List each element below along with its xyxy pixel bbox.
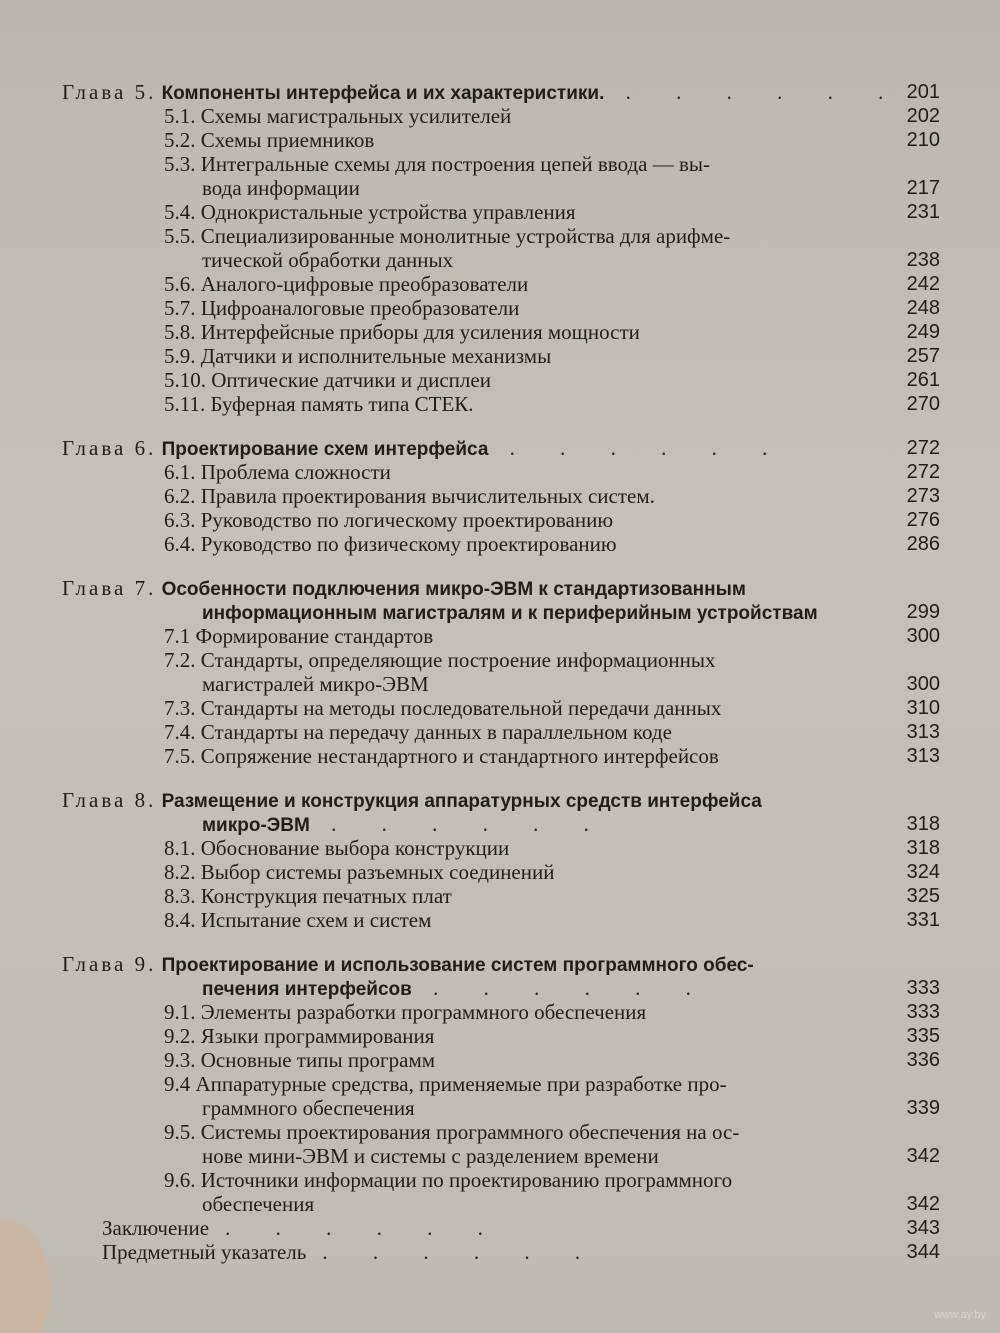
dot-leader: . . . . . .: [331, 812, 609, 836]
page-number: 342: [906, 1145, 940, 1167]
entry-title: 8.2. Выбор системы разъемных соединений: [164, 860, 555, 884]
entry-title: 6.4. Руководство по физическому проектированию: [164, 532, 617, 556]
entry-title: 7.5. Сопряжение нестандартного и стандартного интерфейсов: [164, 744, 719, 768]
entry-title: обеспечения: [202, 1192, 315, 1216]
page-number: 333: [906, 977, 940, 999]
entry-title: 5.2. Схемы приемников: [164, 128, 375, 152]
toc-entry-continuation: [62, 672, 962, 696]
page-number: 248: [906, 297, 940, 319]
toc-entry: [62, 696, 962, 720]
chapter-title: Проектирование схем интерфейса: [161, 439, 489, 460]
toc-entry-index: [62, 1240, 962, 1264]
entry-title: 6.3. Руководство по логическому проектированию: [164, 508, 614, 532]
toc-entry: [62, 1120, 962, 1144]
page-number: 313: [906, 745, 940, 767]
entry-title: 8.3. Конструкция печатных плат: [164, 884, 452, 908]
page-number: 333: [906, 1001, 940, 1023]
toc-entry: [62, 104, 962, 128]
toc-entry: [62, 624, 962, 648]
page-number: 201: [906, 81, 940, 103]
page-number: 344: [906, 1241, 940, 1263]
chapter-6: [62, 436, 962, 556]
chapter-title: микро-ЭВМ: [202, 815, 310, 836]
entry-title: 6.2. Правила проектирования вычислительных систем.: [164, 484, 655, 508]
toc-entry: [62, 744, 962, 768]
entry-title: нове мини-ЭВМ и системы с разделением времени: [202, 1144, 659, 1168]
entry-title: 7.4. Стандарты на передачу данных в параллельном коде: [164, 720, 672, 744]
entry-title: 5.8. Интерфейсные приборы для усиления мощности: [164, 320, 640, 344]
chapter-heading: [62, 952, 962, 976]
page-number: 300: [906, 625, 940, 647]
page-number: 272: [906, 437, 940, 459]
entry-title: 9.5. Системы проектирования программного обеспечения на ос-: [164, 1120, 740, 1144]
page-number: 231: [906, 201, 940, 223]
chapter-heading: [62, 576, 962, 600]
page-number: 310: [906, 697, 940, 719]
page-number: 257: [906, 345, 940, 367]
entry-title: 5.5. Специализированные монолитные устройства для арифме-: [164, 224, 731, 248]
toc-entry: [62, 648, 962, 672]
entry-title: граммного обеспечения: [202, 1096, 415, 1120]
watermark: www.ay.by: [934, 1309, 986, 1321]
toc-entry: [62, 128, 962, 152]
chapter-heading: [62, 80, 962, 104]
toc-entry-continuation: [62, 1144, 962, 1168]
entry-title: магистралей микро-ЭВМ: [202, 672, 429, 696]
toc-entry: [62, 508, 962, 532]
chapter-title: информационным магистралям и к периферийным устройствам: [202, 603, 818, 624]
chapter-title: Особенности подключения микро-ЭВМ к стандартизованным: [161, 579, 746, 600]
entry-title: 5.6. Аналого-цифровые преобразователи: [164, 272, 529, 296]
entry-title: 5.9. Датчики и исполнительные механизмы: [164, 344, 552, 368]
toc-entry: [62, 532, 962, 556]
chapter-title: печения интерфейсов: [202, 979, 412, 1000]
chapter-title: Компоненты интерфейса и их характеристики.: [161, 83, 605, 104]
entry-title: 9.6. Источники информации по проектированию программного: [164, 1168, 733, 1192]
entry-title: 9.1. Элементы разработки программного обеспечения: [164, 1000, 647, 1024]
page-number: 238: [906, 249, 940, 271]
toc-entry-continuation: [62, 1192, 962, 1216]
entry-title: 9.2. Языки программирования: [164, 1024, 435, 1048]
chapter-title: Проектирование и использование систем программного обес-: [161, 955, 754, 976]
toc-entry: [62, 320, 962, 344]
toc-entry: [62, 200, 962, 224]
toc-entry: [62, 720, 962, 744]
toc-entry: [62, 152, 962, 176]
page-number: 272: [906, 461, 940, 483]
dot-leader: . . . . . .: [509, 436, 788, 460]
entry-title: 7.2. Стандарты, определяющие построение информационных: [164, 648, 716, 672]
dot-leader: . . . . . .: [322, 1240, 601, 1264]
chapter-heading-continuation: [62, 812, 962, 836]
page-number: 343: [906, 1217, 940, 1239]
toc-entry: [62, 272, 962, 296]
toc-entry: [62, 484, 962, 508]
page-number: 318: [906, 813, 940, 835]
chapter-label: Глава 8.: [62, 788, 157, 812]
thumb-shadow: [0, 1220, 50, 1333]
toc-entry: [62, 1168, 962, 1192]
page-number: 276: [906, 509, 940, 531]
toc-entry: [62, 1072, 962, 1096]
dot-leader: . . . . . .: [225, 1216, 503, 1240]
page-number: 286: [906, 533, 940, 555]
page-number: 342: [906, 1193, 940, 1215]
page-number: 300: [906, 673, 940, 695]
entry-title: Заключение: [102, 1216, 210, 1240]
chapter-heading-continuation: [62, 600, 962, 624]
page-number: 324: [906, 861, 940, 883]
toc-entry-continuation: [62, 176, 962, 200]
page-number: 217: [906, 177, 940, 199]
page-number: 331: [906, 909, 940, 931]
page-number: 261: [906, 369, 940, 391]
entry-title: 8.1. Обоснование выбора конструкции: [164, 836, 510, 860]
entry-title: 6.1. Проблема сложности: [164, 460, 391, 484]
toc-entry: [62, 344, 962, 368]
page-number: 339: [906, 1097, 940, 1119]
toc-entry: [62, 392, 962, 416]
page-number: 202: [906, 105, 940, 127]
toc-entry: [62, 1048, 962, 1072]
entry-title: 8.4. Испытание схем и систем: [164, 908, 432, 932]
toc-entry: [62, 860, 962, 884]
page-number: 325: [906, 885, 940, 907]
page-number: 335: [906, 1025, 940, 1047]
page-number: 242: [906, 273, 940, 295]
toc-entry: [62, 460, 962, 484]
toc-entry: [62, 1024, 962, 1048]
page-number: 318: [906, 837, 940, 859]
entry-title: тической обработки данных: [202, 248, 454, 272]
chapter-label: Глава 7.: [62, 576, 157, 600]
toc-entry: [62, 836, 962, 860]
entry-title: 5.4. Однокристальные устройства управления: [164, 200, 576, 224]
entry-title: 5.3. Интегральные схемы для построения цепей ввода — вы-: [164, 152, 710, 176]
toc-entry: [62, 1000, 962, 1024]
toc-entry: [62, 296, 962, 320]
toc-entry-continuation: [62, 248, 962, 272]
entry-title: 5.11. Буферная память типа СТЕК.: [164, 392, 474, 416]
entry-title: 5.7. Цифроаналоговые преобразователи: [164, 296, 520, 320]
dot-leader: . . . . . .: [625, 80, 904, 104]
page-number: 273: [906, 485, 940, 507]
toc-entry-continuation: [62, 1096, 962, 1120]
entry-title: 9.4 Аппаратурные средства, применяемые при разработке про-: [164, 1072, 727, 1096]
page-number: 210: [906, 129, 940, 151]
entry-title: 7.3. Стандарты на методы последовательной передачи данных: [164, 696, 722, 720]
page-number: 270: [906, 393, 940, 415]
chapter-7: [62, 576, 962, 768]
page-number: 336: [906, 1049, 940, 1071]
chapter-8: [62, 788, 962, 932]
page-number: 249: [906, 321, 940, 343]
entry-title: 7.1 Формирование стандартов: [164, 624, 434, 648]
chapter-heading: [62, 788, 962, 812]
chapter-5: [62, 80, 962, 416]
dot-leader: . . . . . .: [433, 976, 711, 1000]
chapter-label: Глава 6.: [62, 436, 157, 460]
entry-title: 5.10. Оптические датчики и дисплеи: [164, 368, 491, 392]
chapter-heading: [62, 436, 962, 460]
toc-entry: [62, 368, 962, 392]
toc-entry: [62, 224, 962, 248]
toc-entry: [62, 884, 962, 908]
entry-title: Предметный указатель: [102, 1240, 307, 1264]
toc-entry-conclusion: [62, 1216, 962, 1240]
table-of-contents: [62, 80, 962, 1284]
chapter-label: Глава 9.: [62, 952, 157, 976]
page-number: 313: [906, 721, 940, 743]
toc-entry: [62, 908, 962, 932]
chapter-9: [62, 952, 962, 1264]
entry-title: 5.1. Схемы магистральных усилителей: [164, 104, 512, 128]
page-number: 299: [906, 601, 940, 623]
entry-title: 9.3. Основные типы программ: [164, 1048, 436, 1072]
chapter-heading-continuation: [62, 976, 962, 1000]
chapter-label: Глава 5.: [62, 80, 157, 104]
chapter-title: Размещение и конструкция аппаратурных средств интерфейса: [161, 791, 762, 812]
entry-title: вода информации: [202, 176, 360, 200]
